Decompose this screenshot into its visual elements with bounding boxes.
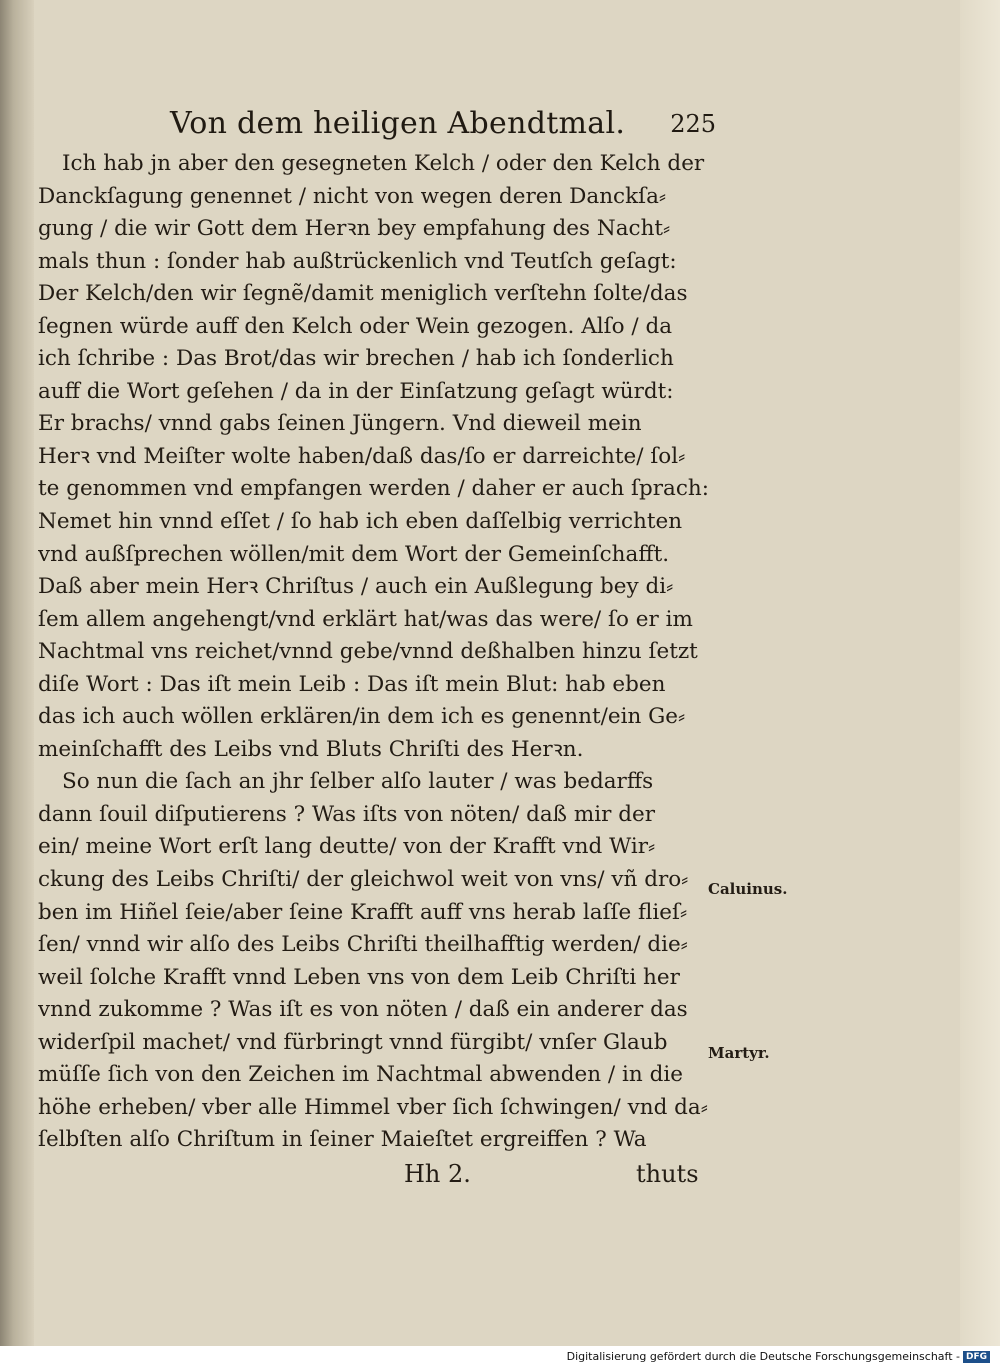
credit-text: Digitalisierung gefördert durch die Deutsche Forschungsgemeinschaft - <box>566 1350 960 1363</box>
text-line: das ich auch wöllen erklären/in dem ich es genennt/ein Ge⸗ <box>38 704 686 730</box>
text-line: ein/ meine Wort erſt lang deutte/ von der Krafft vnd Wir⸗ <box>38 834 656 860</box>
text-line: ben im Hiñel ſeie/aber ſeine Krafft auff vns herab laſſe flieſ⸗ <box>38 899 688 925</box>
page-edge <box>960 0 1000 1346</box>
text-line: ckung des Leibs Chriſti/ der gleichwol weit von vns/ vñ dro⸗ <box>38 867 689 893</box>
text-line: ich ſchribe : Das Brot/das wir brechen / hab ich ſonderlich <box>38 346 674 372</box>
running-title: Von dem heiligen Abendtmal. <box>170 106 626 141</box>
running-head <box>170 106 716 146</box>
text-line: Herꝛ vnd Meiſter wolte haben/daß das/ſo er darreichte/ ſol⸗ <box>38 443 686 469</box>
text-line: ſen/ vnnd wir alſo des Leibs Chriſti theilhafftig werden/ die⸗ <box>38 932 688 958</box>
text-line: te genommen vnd empfangen werden / daher er auch ſprach: <box>38 476 709 502</box>
text-line: mals thun : ſonder hab außtrückenlich vnd Teutſch geſagt: <box>38 248 677 274</box>
text-line: Ich hab jn aber den gesegneten Kelch / oder den Kelch der <box>62 151 705 176</box>
digitization-credit <box>567 1350 990 1363</box>
page-binding-shadow <box>0 0 34 1346</box>
text-line: auff die Wort geſehen / da in der Einſatzung geſagt würdt: <box>38 378 674 404</box>
margin-note-caluinus: Caluinus. <box>708 880 788 898</box>
page-number: 225 <box>670 110 716 138</box>
text-line: ſelbſten alſo Chriſtum in ſeiner Maieſtet ergreiffen ? Wa <box>38 1127 647 1153</box>
text-line: meinſchafft des Leibs vnd Bluts Chriſti des Herꝛn. <box>38 736 584 762</box>
catchword: thuts <box>636 1160 699 1188</box>
body-text <box>38 148 710 1157</box>
signature-mark: Hh 2. <box>404 1160 471 1188</box>
text-line: So nun die ſach an jhr ſelber alſo lauter / was bedarffs <box>62 769 654 795</box>
text-line: vnd außſprechen wöllen/mit dem Wort der Gemeinſchafft. <box>38 541 670 567</box>
text-line: ſegnen würde auff den Kelch oder Wein gezogen. Alſo / da <box>38 313 673 339</box>
text-line: dann ſouil diſputierens ? Was iſts von nöten/ daß mir der <box>38 801 655 827</box>
text-line: Nemet hin vnnd eſſet / ſo hab ich eben daſſelbig verrichten <box>38 509 683 535</box>
text-line: Nachtmal vns reichet/vnnd gebe/vnnd deßhalben hinzu ſetzt <box>38 639 698 665</box>
dfg-logo: DFG <box>963 1351 990 1363</box>
text-line: Danckſagung genennet / nicht von wegen deren Danckſa⸗ <box>38 183 667 209</box>
text-line: Daß aber mein Herꝛ Chriſtus / auch ein Außlegung bey di⸗ <box>38 574 674 600</box>
text-line: Der Kelch/den wir ſegnẽ/damit meniglich verſtehn ſolte/das <box>38 281 688 307</box>
text-line: höhe erheben/ vber alle Himmel vber ſich ſchwingen/ vnd da⸗ <box>38 1094 708 1120</box>
text-line: weil ſolche Krafft vnnd Leben vns von dem Leib Chriſti her <box>38 964 680 990</box>
margin-note-martyr: Martyr. <box>708 1044 770 1062</box>
text-line: widerſpil machet/ vnd fürbringt vnnd fürgibt/ vnſer Glaub <box>38 1029 668 1055</box>
text-line: müſſe ſich von den Zeichen im Nachtmal abwenden / in die <box>38 1062 683 1088</box>
text-line: vnnd zukomme ? Was iſt es von nöten / daß ein anderer das <box>38 997 688 1023</box>
text-line: ſem allem angehengt/vnd erklärt hat/was das were/ ſo er im <box>38 606 693 632</box>
text-line: Er brachs/ vnnd gabs ſeinen Jüngern. Vnd dieweil mein <box>38 411 642 437</box>
text-line: diſe Wort : Das iſt mein Leib : Das iſt mein Blut: hab eben <box>38 671 666 697</box>
text-line: gung / die wir Gott dem Herꝛn bey empfahung des Nacht⸗ <box>38 216 671 242</box>
